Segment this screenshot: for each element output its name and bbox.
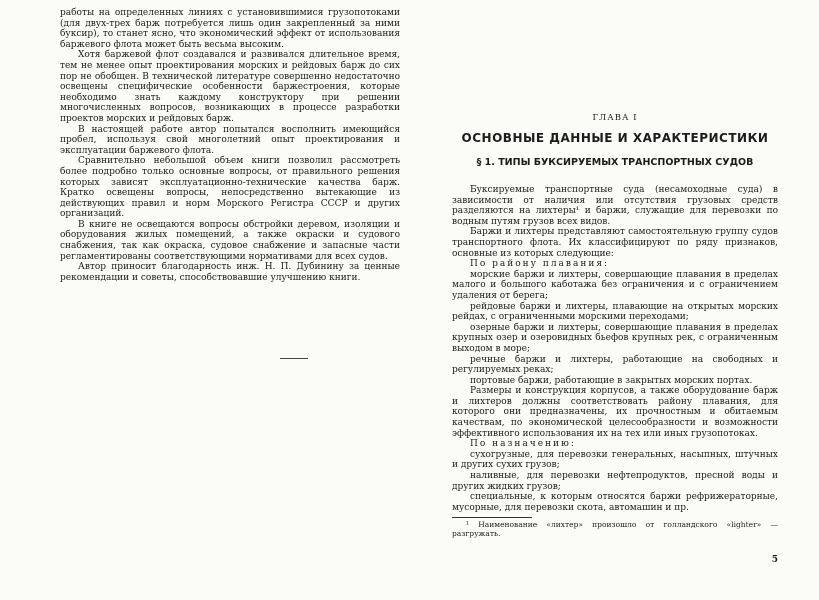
left-paragraph: Хотя баржевой флот создавался и развивался длительное время, тем не менее опыт проектирования морских и рейдовых барж до сих пор не обобщен. В технической литературе совершенно недостаточно освещены специфические особенности баржестроения, которые необходимо знать каждому конструктору при решении многочисленных вопросов, возникающих в процессе разработки проектов морских и рейдовых барж. — [60, 50, 400, 124]
left-page — [60, 0, 400, 283]
right-paragraph: речные баржи и лихтеры, работающие на свободных и регулируемых реках; — [452, 354, 778, 376]
end-divider — [280, 358, 308, 359]
footnote: ¹ Наименование «лихтер» произошло от голландского «lighter» — разгружать. — [452, 520, 778, 539]
left-paragraph: Автор приносит благодарность инж. Н. П. Дубинину за ценные рекомендации и советы, способствовавшие улучшению книги. — [60, 262, 400, 283]
left-paragraph: В настоящей работе автор попытался восполнить имеющийся пробел, используя свой многолетний опыт проектирования и эксплуатации баржевого флота. — [60, 124, 400, 156]
right-paragraph: Размеры и конструкция корпусов, а также оборудование барж и лихтеров должны соответствовать району плавания, для которого они предназначены, их прочностным и обитаемым качествам, по экономической целесообразности и возможности эффективного использования их на тех или иных грузопотоках. — [452, 386, 778, 439]
chapter-label: ГЛАВА I — [592, 113, 638, 123]
left-paragraph: работы на определенных линиях с установившимися грузопотоками (для двух-трех барж потребуется лишь один закрепленный за ними буксир), то станет ясно, что экономический эффект от использования баржевого флота может быть весьма высоким. — [60, 8, 400, 50]
right-paragraph: озерные баржи и лихтеры, совершающие плавания в пределах крупных озер и озеровидных бьефов крупных рек, с ограниченным выходом в море; — [452, 322, 778, 354]
footnote-divider — [452, 517, 532, 518]
subheading-purpose: По назначению: — [470, 439, 576, 450]
left-paragraph: В книге не освещаются вопросы обстройки деревом, изоляции и оборудования жилых помещений, а также окраски и судового снабжения, так как окраска, судовое снабжение и запасные части регламентированы соответствующими нормативами для всех судов. — [60, 219, 400, 262]
right-paragraph: Буксируемые транспортные суда (несамоходные суда) в зависимости от наличия или отсутствия грузовых средств разделяются на лихтеры¹ и баржи, служащие для перевозки по водным путям грузов всех видов. — [452, 185, 778, 227]
chapter-title: ОСНОВНЫЕ ДАННЫЕ И ХАРАКТЕРИСТИКИ — [461, 131, 769, 145]
right-paragraph: морские баржи и лихтеры, совершающие плавания в пределах малого и большого каботажа без ограничения и с ограничением удаления от берега; — [452, 269, 778, 301]
subheading-area: По району плавания: — [470, 259, 610, 270]
right-paragraph: специальные, к которым относятся баржи рефрижераторные, мусорные, для перевозки скота, автомашин и пр. — [452, 492, 778, 513]
right-body — [452, 185, 778, 538]
right-paragraph: рейдовые баржи и лихтеры, плавающие на открытых морских рейдах, с ограниченными морскими переходами; — [452, 301, 778, 323]
page-number: 5 — [771, 555, 778, 565]
section-title: § 1. ТИПЫ БУКСИРУЕМЫХ ТРАНСПОРТНЫХ СУДОВ — [476, 157, 754, 168]
left-paragraph: Сравнительно небольшой объем книги позволил рассмотреть более подробно только основные вопросы, от правильного решения которых зависят эксплуатационно-технические качества барж. Кратко освещены вопросы, непосредственно вытекающие из действующих правил и норм Морского Регистра СССР и других организаций. — [60, 156, 400, 220]
right-paragraph: Баржи и лихтеры представляют самостоятельную группу судов транспортного флота. Их классифицируют по ряду признаков, основные из которых следующие: — [452, 227, 778, 259]
right-paragraph: портовые баржи, работающие в закрытых морских портах. — [470, 375, 753, 386]
right-paragraph: наливные, для перевозки нефтепродуктов, пресной воды и других жидких грузов; — [452, 471, 778, 492]
right-paragraph: сухогрузные, для перевозки генеральных, насыпных, штучных и других сухих грузов; — [452, 449, 778, 471]
